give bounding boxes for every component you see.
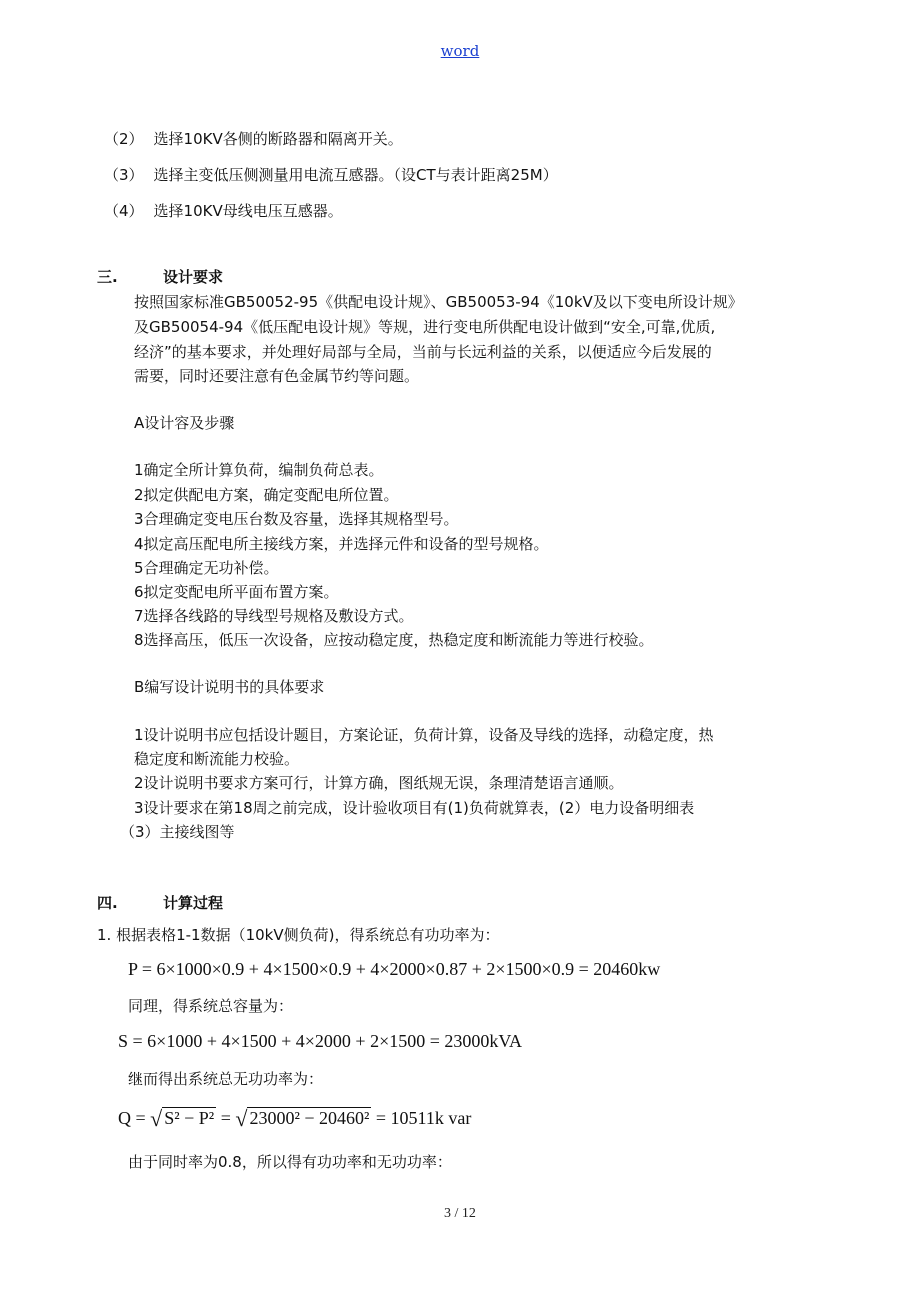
subsection-a-title: A设计容及步骤: [134, 414, 235, 432]
subsection-a-item: 3合理确定变电压台数及容量，选择其规格型号。: [134, 510, 459, 528]
section-3-title: 设计要求: [163, 268, 224, 286]
section-3-paragraph-line: 经济”的基本要求，并处理好局部与全局，当前与长远利益的关系，以便适应今后发展的: [134, 343, 712, 361]
section-3-paragraph-line: 按照国家标准GB50052-95《供配电设计规》、GB50053-94《10kV及以下变电所设计规》: [134, 293, 743, 311]
subsection-b-line: （3）主接线图等: [120, 823, 235, 841]
subsection-a-item: 1确定全所计算负荷，编制负荷总表。: [134, 461, 384, 479]
section-3-paragraph-line: 及GB50054-94《低压配电设计规》等规，进行变电所供配电设计做到“安全,可靠,优质,: [134, 318, 716, 336]
calc-text-factor: 由于同时率为0.8，所以得有功功率和无功功率：: [128, 1153, 452, 1171]
subsection-a-item: 8选择高压，低压一次设备，应按动稳定度，热稳定度和断流能力等进行校验。: [134, 631, 654, 649]
list-text: 选择10KV各侧的断路器和隔离开关。: [153, 130, 403, 148]
sqrt-symbol-2: √ 23000² − 20460²: [235, 1106, 370, 1131]
calc-item-1: 1. 根据表格1-1数据（10kV侧负荷)，得系统总有功功率为：: [97, 926, 500, 944]
list-text: 选择10KV母线电压互感器。: [153, 202, 343, 220]
section-3-paragraph-line: 需要，同时还要注意有色金属节约等问题。: [134, 367, 420, 385]
formula-q-radicand-1: S² − P²: [164, 1108, 215, 1128]
list-item: [104, 128, 403, 149]
subsection-a-item: 4拟定高压配电所主接线方案，并选择元件和设备的型号规格。: [134, 535, 549, 553]
subsection-b-line: 1设计说明书应包括设计题目，方案论证，负荷计算，设备及导线的选择，动稳定度，热: [134, 726, 714, 744]
list-item: [104, 200, 343, 221]
calc-text-same: 同理，得系统总容量为：: [128, 997, 294, 1015]
page-number: 3 / 12: [444, 1206, 476, 1221]
subsection-a-item: 6拟定变配电所平面布置方案。: [134, 583, 339, 601]
section-4-title: 计算过程: [163, 894, 224, 912]
list-number: （4）: [104, 202, 144, 220]
subsection-b-line: 2设计说明书要求方案可行，计算方确，图纸规无误，条理清楚语言通顺。: [134, 774, 624, 792]
subsection-a-item: 2拟定供配电方案，确定变配电所位置。: [134, 486, 399, 504]
formula-q-lhs: Q =: [118, 1108, 151, 1128]
section-3-number: 三.: [97, 268, 118, 286]
formula-active-power: P = 6×1000×0.9 + 4×1500×0.9 + 4×2000×0.87 + 2×1500×0.9 = 20460kw: [128, 959, 661, 979]
subsection-b-line: 稳定度和断流能力校验。: [134, 750, 300, 768]
section-4-number: 四.: [97, 894, 118, 912]
formula-q-eq: =: [216, 1108, 236, 1128]
list-number: （2）: [104, 130, 144, 148]
calc-text-then: 继而得出系统总无功功率为：: [128, 1070, 324, 1088]
formula-apparent-power: S = 6×1000 + 4×1500 + 4×2000 + 2×1500 = 23000kVA: [118, 1031, 523, 1051]
list-number: （3）: [104, 166, 144, 184]
sqrt-symbol-1: √ S² − P²: [150, 1106, 215, 1131]
formula-reactive-power: [118, 1104, 471, 1130]
subsection-b-line: 3设计要求在第18周之前完成，设计验收项目有(1)负荷就算表，(2）电力设备明细表: [134, 799, 695, 817]
subsection-b-title: B编写设计说明书的具体要求: [134, 678, 325, 696]
list-item: [104, 164, 558, 185]
formula-q-rhs: = 10511k var: [371, 1108, 472, 1128]
formula-q-radicand-2: 23000² − 20460²: [249, 1108, 370, 1128]
header-word-link[interactable]: word: [440, 42, 480, 60]
subsection-a-item: 5合理确定无功补偿。: [134, 559, 279, 577]
list-text: 选择主变低压侧测量用电流互感器。（设CT与表计距离25M）: [153, 166, 558, 184]
subsection-a-item: 7选择各线路的导线型号规格及敷设方式。: [134, 607, 414, 625]
